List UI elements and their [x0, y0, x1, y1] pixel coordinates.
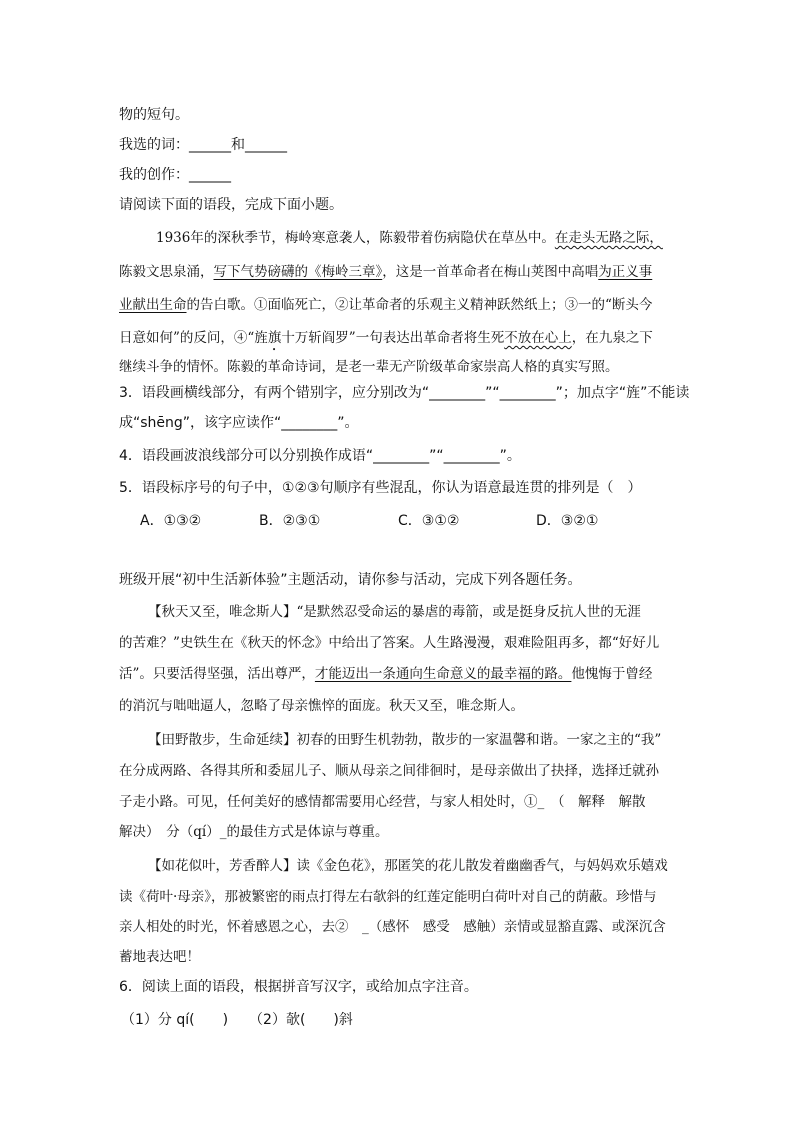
activity-intro: 班级开展“初中生活新体验”主题活动，请你参与活动，完成下列各题任务。	[119, 572, 582, 588]
activity-line: 活”。只要活得坚强，活出尊严，才能迈出一条通向生命意义的最幸福的路。他愧悔于曾经	[119, 666, 653, 682]
passage-line: 继续斗争的情怀。陈毅的革命诗词，是老一辈无产阶级革命家崇高人格的真实写照。	[119, 359, 619, 375]
option-c[interactable]: C．③①②	[398, 513, 460, 529]
activity-line: 【田野散步，生命延续】初春的田野生机勃勃，散步的一家温馨和谐。一家之主的“我”	[148, 732, 662, 748]
activity-line: 子走小路。可见，任何美好的感情都需要用心经营，与家人相处时，①_ （ 解释 解散	[119, 794, 646, 810]
activity-line: 的苦难？”史铁生在《秋天的怀念》中给出了答案。人生路漫漫，艰难险阻再多，都“好好儿	[119, 635, 660, 651]
option-a[interactable]: A．①③②	[140, 513, 202, 529]
question-4: 4．语段画波浪线部分可以分别换作成语“________”“________”。	[119, 448, 521, 464]
passage-line: 日意如何”的反问，④“旌旗十万斩阎罗”一句表达出革命者将生死不放在心上，在九泉之下	[119, 330, 653, 346]
activity-line: 读《荷叶·母亲》，那被繁密的雨点打得左右欹斜的红莲定能明白荷叶对自己的荫蔽。珍惜与	[119, 889, 657, 905]
question-3: 3．语段画横线部分，有两个错别字，应分别改为“________”“________”；加点字“旌”不能读	[119, 385, 690, 401]
passage-line: 1936年的深秋季节，梅岭寒意袭人，陈毅带着伤病隐伏在草丛中。在走头无路之际，	[156, 230, 663, 246]
question-3-cont: 成“shēng”，该字应读作“________”。	[119, 415, 359, 431]
activity-line: 在分成两路、各得其所和委屈儿子、顺从母亲之间徘徊时，是母亲做出了抉择，选择迁就孙	[119, 763, 659, 779]
underlined-phrase: 业献出生命	[119, 297, 187, 313]
underlined-phrase: 为正义事	[598, 264, 653, 280]
chosen-words-line: 我选的词：______和______	[119, 137, 287, 153]
option-d[interactable]: D．③②①	[536, 513, 599, 529]
wavy-underline-phrase: 不放在心上	[504, 330, 572, 346]
text-line: 物的短句。	[119, 107, 189, 123]
option-b[interactable]: B．②③①	[259, 513, 321, 529]
activity-line: 【如花似叶，芳香醉人】读《金色花》，那匿笑的花儿散发着幽幽香气，与妈妈欢乐嬉戏	[148, 858, 668, 874]
underlined-phrase: 写下气势磅礴的《梅岭三章》	[213, 264, 383, 280]
question-6-items: （1）分 qí( ) （2）欹( )斜	[121, 1012, 353, 1028]
question-5: 5．语段标序号的句子中，①②③句顺序有些混乱，你认为语意最连贯的排列是（ ）	[119, 480, 642, 496]
underlined-sentence: 才能迈出一条通向生命意义的最幸福的路。	[314, 666, 572, 682]
passage-line: 业献出生命的告白歌。①面临死亡，②让革命者的乐观主义精神跃然纸上；③一的“断头今	[119, 297, 653, 313]
activity-line: 蓄地表达吧！	[119, 949, 200, 965]
passage-line: 陈毅文思泉涌，写下气势磅礴的《梅岭三章》，这是一首革命者在梅山荚图中高唱为正义事	[119, 264, 653, 280]
dotted-character: 旗	[267, 330, 282, 346]
activity-line: 的消沉与咄咄逼人，忽略了母亲憔悴的面庞。秋天又至，唯念斯人。	[119, 698, 524, 714]
reading-instruction: 请阅读下面的语段，完成下面小题。	[119, 197, 343, 213]
activity-line: 【秋天又至，唯念斯人】“是默然忍受命运的暴虐的毒箭，或是挺身反抗人世的无涯	[148, 604, 641, 620]
creation-line: 我的创作：______	[119, 167, 231, 183]
wavy-underline-phrase: 在走头无路之际，	[554, 230, 663, 246]
question-6: 6．阅读上面的语段，根据拼音写汉字，或给加点字注音。	[119, 979, 478, 995]
activity-line: 亲人相处的时光，怀着感恩之心，去② _（感怀 感受 感触）亲情或显豁直露、或深沉含	[119, 919, 666, 935]
activity-line: 解决） 分（qí）_的最佳方式是体谅与尊重。	[119, 824, 389, 840]
